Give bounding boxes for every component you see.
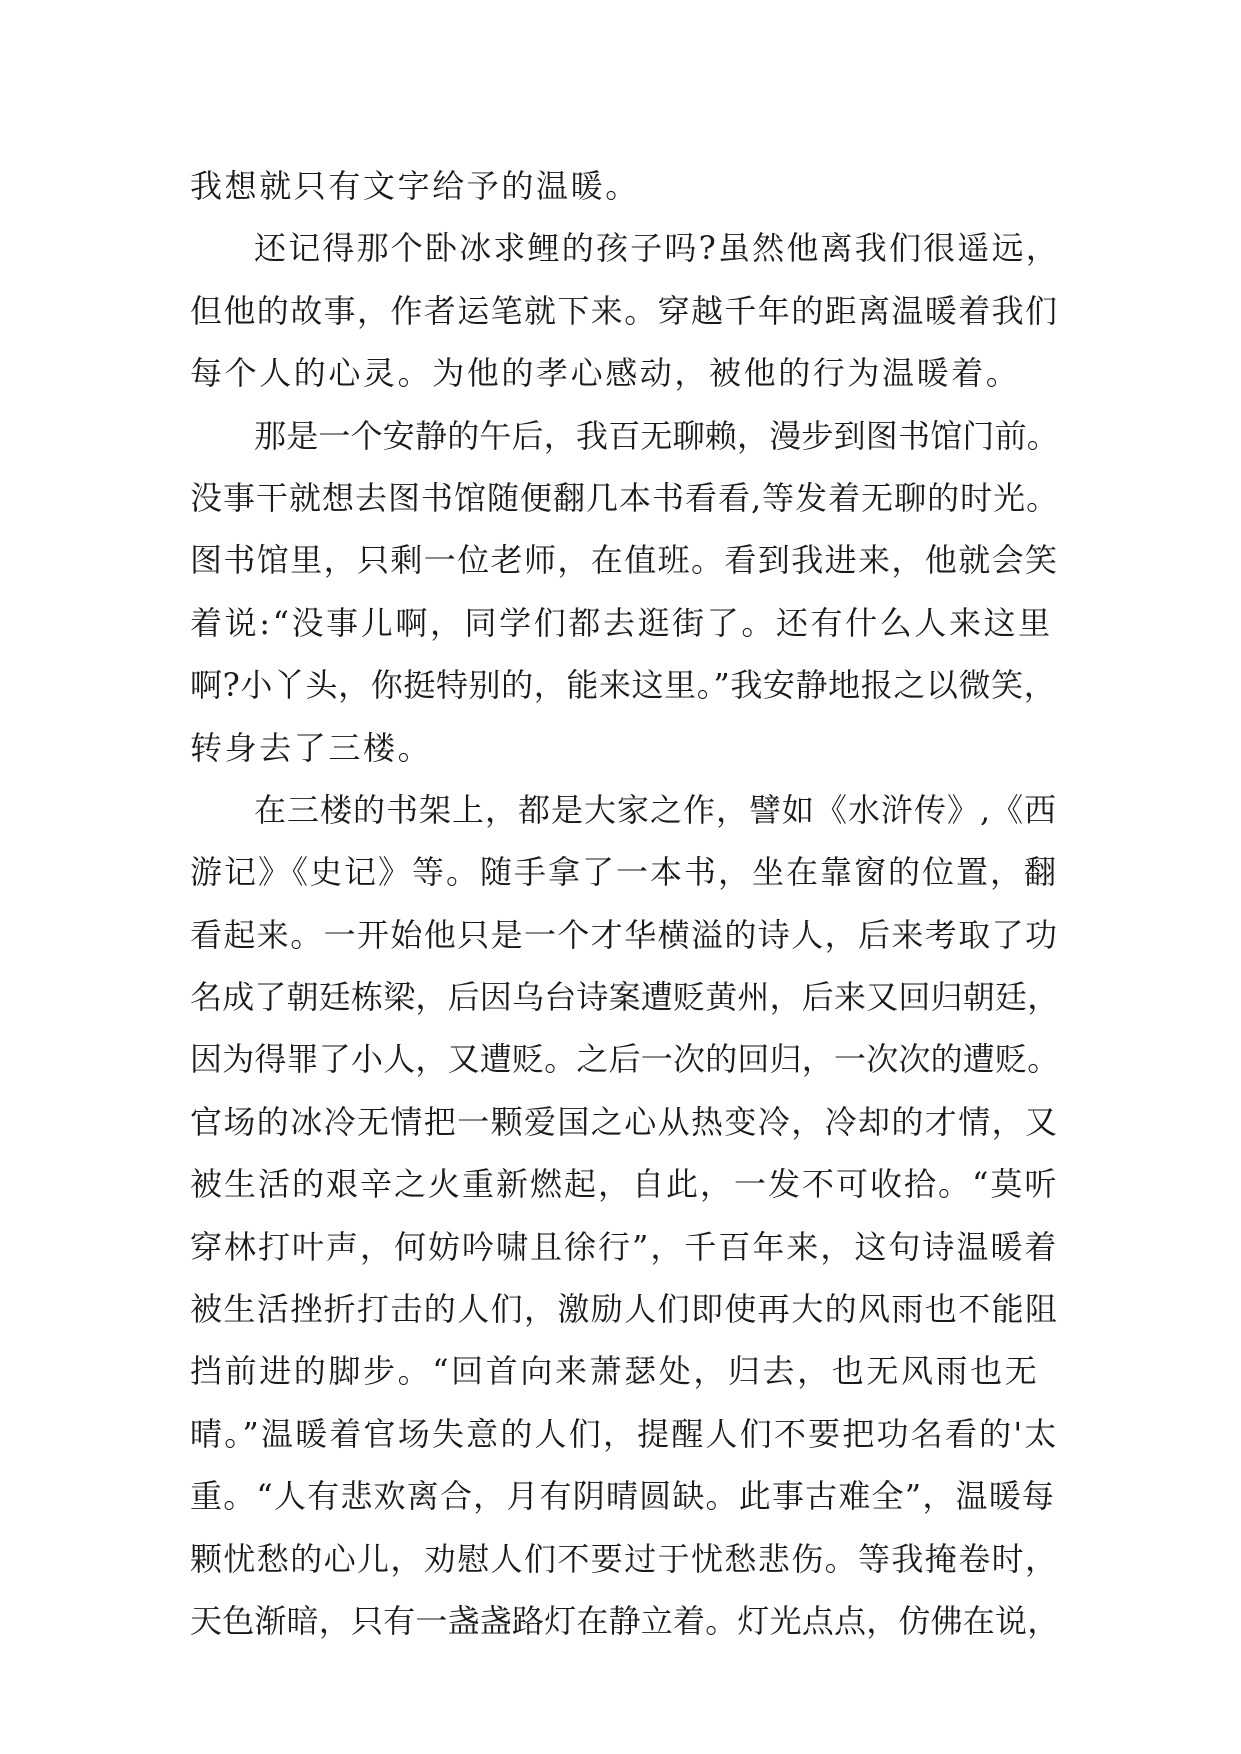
text-line: 穿林打叶声，何妨吟啸且徐行”，千百年来，这句诗温暖着 — [190, 1227, 1059, 1266]
text-line: 每个人的心灵。为他的孝心感动，被他的行为温暖着。 — [190, 354, 1021, 393]
body-text — [190, 155, 1060, 1652]
text-line: 重。“人有悲欢离合，月有阴晴圆缺。此事古难全”，温暖每 — [190, 1477, 1056, 1516]
text-line: 颗忧愁的心儿，劝慰人们不要过于忧愁悲伤。等我掩卷时， — [190, 1539, 1059, 1578]
text-line: 那是一个安静的午后，我百无聊赖，漫步到图书馆门前。 — [254, 416, 1060, 455]
text-line: 天色渐暗，只有一盏盏路灯在静立着。灯光点点，仿佛在说， — [190, 1601, 1060, 1640]
text-line: 挡前进的脚步。“回首向来萧瑟处，归去，也无风雨也无 — [190, 1352, 1040, 1391]
text-line: 在三楼的书架上，都是大家之作，譬如《水浒传》,《西 — [254, 790, 1058, 829]
text-line: 晴。”温暖着官场失意的人们，提醒人们不要把功名看的'太 — [190, 1414, 1059, 1453]
text-line: 名成了朝廷栋梁，后因乌台诗案遭贬黄州，后来又回归朝廷， — [190, 978, 1060, 1017]
text-line: 没事干就想去图书馆随便翻几本书看看,等发着无聊的时光。 — [190, 478, 1060, 517]
text-line: 着说:“没事儿啊，同学们都去逛街了。还有什么人来这里 — [190, 603, 1053, 642]
text-line: 还记得那个卧冰求鲤的孩子吗?虽然他离我们很遥远， — [254, 229, 1060, 268]
text-line: 被生活的艰辛之火重新燃起，自此，一发不可收拾。“莫听 — [190, 1165, 1059, 1204]
text-line: 但他的故事，作者运笔就下来。穿越千年的距离温暖着我们 — [190, 291, 1059, 330]
text-line: 转身去了三楼。 — [190, 728, 433, 767]
text-line: 啊?小丫头，你挺特别的，能来这里。”我安静地报之以微笑， — [190, 666, 1057, 705]
text-line: 因为得罪了小人，又遭贬。之后一次的回归，一次次的遭贬。 — [190, 1040, 1060, 1079]
text-line: 官场的冰冷无情把一颗爱国之心从热变冷，冷却的才情，又 — [190, 1102, 1059, 1141]
text-line: 图书馆里，只剩一位老师，在值班。看到我进来，他就会笑 — [190, 541, 1059, 580]
text-line: 被生活挫折打击的人们，激励人们即使再大的风雨也不能阻 — [190, 1290, 1059, 1329]
text-line: 我想就只有文字给予的温暖。 — [190, 167, 640, 205]
text-line: 游记》《史记》等。随手拿了一本书，坐在靠窗的位置，翻 — [190, 853, 1059, 892]
text-line: 看起来。一开始他只是一个才华横溢的诗人，后来考取了功 — [190, 915, 1059, 954]
